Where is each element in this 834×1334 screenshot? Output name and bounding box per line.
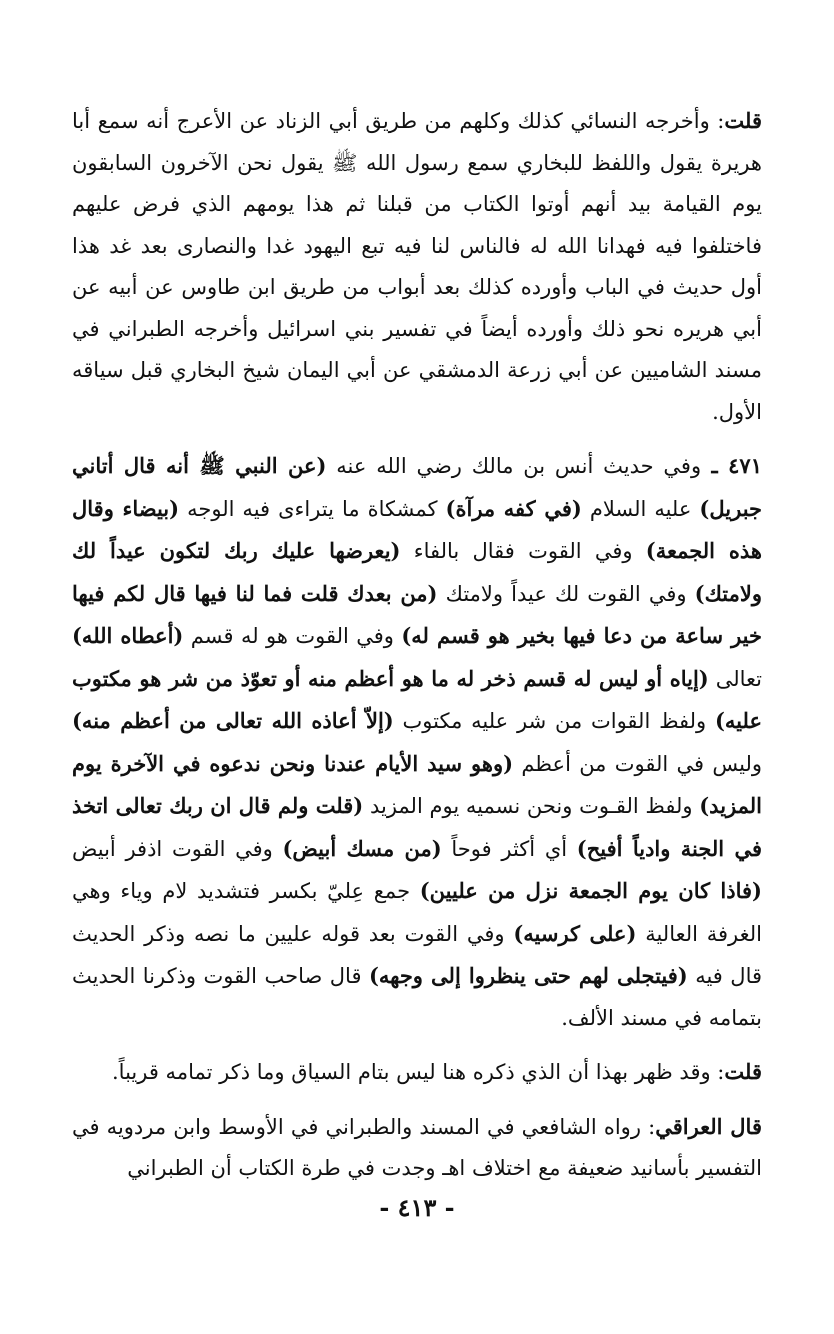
- paragraph-hadith-471: [72, 445, 762, 1039]
- page-text: [72, 100, 762, 1202]
- bold-run: قلت: [724, 1059, 762, 1084]
- bold-run: قلت: [724, 108, 762, 133]
- bold-run: (فيتجلى لهم حتى ينظروا إلى وجهه): [368, 963, 688, 988]
- bold-run: (من بعدك قلت فما لنا فيها قال لكم فيها خير ساعة من دعا فيها بخير هو قسم له): [72, 580, 762, 648]
- text-run: قال صاحب القوت وذكرنا الحديث بتمامه في مسند الألف.: [72, 964, 762, 1030]
- paragraph-iraqi: [72, 1106, 762, 1190]
- text-run: وفي القوت هو له قسم: [183, 624, 402, 648]
- text-run: وفي القوت فقال بالفاء: [400, 539, 646, 563]
- bold-run: (وهو سيد الأيام عندنا ونحن ندعوه في الآخرة يوم المزيد): [72, 750, 762, 818]
- text-run: وليس في القوت من أعظم: [513, 751, 762, 776]
- paragraph-qultu-2: [72, 1051, 762, 1094]
- bold-run: (يعرضها عليك ربك لتكون عيداً لك ولامتك): [72, 538, 762, 606]
- text-run: جمع عِليّ بكسر فتشديد لام وياء وهي الغرفة العالية: [72, 879, 763, 946]
- bold-run: (من مسك أبيض): [282, 835, 442, 861]
- text-run: ولفظ القـوت ونحن نسميه يوم المزيد: [363, 794, 700, 818]
- text-run: وفي القوت بعد قوله عليين ما نصه وذكر الحديث قال فيه: [72, 921, 763, 988]
- text-run: كمشكاة ما يتراءى فيه الوجه: [179, 496, 446, 521]
- bold-run: (قلت ولم قال ان ربك تعالى اتخذ في الجنة وادياً أفيح): [72, 793, 762, 861]
- text-run: وفي القوت اذفر أبيض: [72, 836, 283, 861]
- text-run: عليه السلام: [581, 496, 700, 521]
- bold-run: (على كرسيه): [513, 920, 637, 946]
- bold-run: ٤٧١ ـ: [701, 453, 762, 478]
- text-run: : رواه الشافعي في المسند والطبراني في الأوسط وابن مردويه في التفسير بأسانيد ضعيفة مع اختلاف اهـ وجدت في طرة الكتاب أن الطبراني: [72, 1114, 762, 1180]
- bold-run: (فاذا كان يوم الجمعة نزل من عليين): [419, 878, 762, 903]
- bold-run: قال العراقي: [655, 1113, 762, 1139]
- text-run: أي أكثر فوحاً: [441, 836, 577, 861]
- bold-run: (إياه أو ليس له قسم ذخر له ما هو أعظم منه أو تعوّذ من شر هو مكتوب عليه): [72, 665, 762, 733]
- paragraph-qultu-1: [72, 100, 762, 433]
- bold-run: (بيضاء وقال هذه الجمعة): [72, 495, 763, 563]
- text-run: وفي القوت لك عيداً ولامتك: [437, 581, 695, 606]
- page-number: - ٤١٣ -: [379, 1193, 455, 1222]
- text-run: : وأخرجه النسائي كذلك وكلهم من طريق أبي الزناد عن الأعرج أنه سمع أبا هريرة يقول واللفظ للبخاري سمع رسول الله ﷺ يقول نحن الآخرون السابقون يوم القيامة بيد أنهم أوتوا الكتاب من قبلنا ثم هذا يومهم الذي فرض عليهم فاختلفوا فيه فهدانا الله له فالناس لنا فيه تبع اليهود غدا والنصارى بعد غد هذا أول حديث في الباب وأورده كذلك بعد أبواب من طريق ابن طاوس عن أبيه عن أبي هريره نحو ذلك وأورده أيضاً في تفسير بني اسرائيل وأخرجه الطبراني في مسند الشاميين عن أبي زرعة الدمشقي عن أبي اليمان شيخ البخاري قبل سياقه الأول.: [72, 109, 762, 424]
- text-run: ولفظ القوات من شر عليه مكتوب: [393, 709, 715, 733]
- text-run: تعالى: [708, 666, 762, 691]
- bold-run: (إلاّ أعاذه الله تعالى من أعظم منه): [72, 708, 394, 733]
- text-run: وفي حديث أنس بن مالك رضي الله عنه: [326, 454, 702, 478]
- bold-run: (في كفه مرآة): [445, 495, 582, 521]
- bold-run: (أعطاه الله): [72, 623, 184, 648]
- bold-run: (عن النبي ﷺ أنه قال أتاني جبريل): [72, 453, 763, 521]
- text-run: : وقد ظهر بهذا أن الذي ذكره هنا ليس بتام السياق وما ذكر تمامه قريباً.: [112, 1060, 725, 1084]
